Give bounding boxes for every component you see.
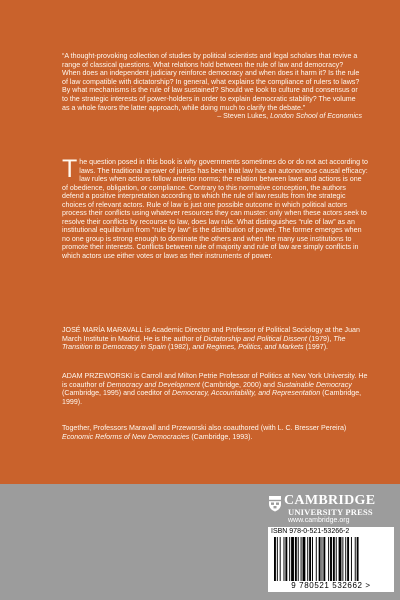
quote-attribution: – Steven Lukes, London School of Economics (217, 112, 362, 121)
barcode-bar (274, 537, 276, 581)
publisher-subtitle: UNIVERSITY PRESS (288, 507, 373, 517)
book-description (62, 155, 368, 261)
barcode-bar (357, 537, 359, 581)
isbn-label: ISBN 978-0-521-53266-2 (271, 528, 350, 535)
barcode-bar (285, 537, 287, 581)
barcode-bar (319, 537, 321, 581)
barcode-bar (323, 537, 325, 581)
author-bio-przeworski: ADAM PRZEWORSKI is Carroll and Milton Petrie Professor of Politics at New York University. He is coauthor of Democracy and Development (Cambridge, 2000) and Sustainable Democracy (Cambridge, 1995) and coeditor of Democracy, Accountability, and Representation (Cambridge, 1999). (62, 372, 368, 406)
barcode-bar (355, 537, 356, 581)
barcode-bar (298, 537, 299, 581)
description-text: he question posed in this book is why governments sometimes do or do not act according to laws. The traditional answer of jurists has been that law has an autonomous causal efficacy: law rules when actions follow anterior norms; the relation between laws and actions is one of obedience, obligation, or compliance. Contrary to this normative conception, the authors defend a positive interpretation according to which the rule of law results from the strategic choices of relevant actors. Rule of law is just one possible outcome in which political actors process their conflicts using whatever resources they can muster: only when these actors seek to resolve their conflicts by recourse to law, does law rule. What distinguishes “rule of law” as an institutional equilibrium from “rule by law” is the distribution of power. The former emerges when no one group is strong enough to dominate the others and when the many use institutions to promote their interests. Conflicts between rule of majority and rule of law are simply conflicts in which actors use either votes or laws as their instruments of power. (62, 158, 368, 261)
barcode-bar (277, 537, 278, 581)
barcode-bar (303, 537, 306, 581)
barcode-bar (328, 537, 329, 581)
barcode-bar (284, 537, 285, 581)
publisher-name: CAMBRIDGE (284, 493, 376, 508)
barcode-bar (333, 537, 335, 581)
barcode-bar (291, 537, 294, 581)
barcode-bar (280, 537, 281, 581)
barcode-digits: 9 780521 532662 > (291, 581, 371, 590)
cambridge-crest-icon (268, 495, 282, 512)
barcode-bar (347, 537, 349, 581)
barcode-bar (312, 537, 313, 581)
barcode-bar (301, 537, 302, 581)
author-bio-maravall: JOSÉ MARÍA MARAVALL is Academic Director and Professor of Political Sociology at the Juan March Institute in Madrid. He is the author of Dictatorship and Political Dissent (1979), The Transition to Democracy in Spain (1982), and Regimes, Politics, and Markets (1997). (62, 326, 360, 352)
joint-authorship-note: Together, Professors Maravall and Przeworski also coauthored (with L. C. Bresser Pereira) Economic Reforms of New Democracies (Cambridge, 1993). (62, 424, 347, 441)
barcode-bar (295, 537, 297, 581)
barcode-bar (309, 537, 311, 581)
barcode-panel (268, 527, 394, 592)
barcode-bar (339, 537, 342, 581)
barcode-bar (330, 537, 332, 581)
drop-cap: T (62, 155, 78, 183)
endorsement-quote (62, 52, 362, 121)
barcode-bar (316, 537, 317, 581)
barcode-bar (322, 537, 323, 581)
barcode-bar (351, 537, 352, 581)
barcode-bar (336, 537, 337, 581)
barcode-bar (307, 537, 308, 581)
publisher-url: www.cambridge.org (288, 517, 350, 524)
barcode-bar (345, 537, 346, 581)
barcode-bar (342, 537, 343, 581)
barcode-icon (274, 537, 390, 581)
barcode-bar (289, 537, 290, 581)
quote-text: “A thought-provoking collection of studies by political scientists and legal scholars that revive a range of classical questions. What relations hold between the rule of law and democracy? When does an independent judiciary reinforce democracy and when does it harm it? Is the rule of law compatible with dictatorship? In general, what explains the compliance of rulers to laws? By what mechanisms is the rule of law sustained? Should we look to culture and consensus or to the strategic interests of power-holders in order to explain democratic stability? The volume as a whole favors the latter approach, while doing much to clarify the debate.” (62, 52, 360, 112)
